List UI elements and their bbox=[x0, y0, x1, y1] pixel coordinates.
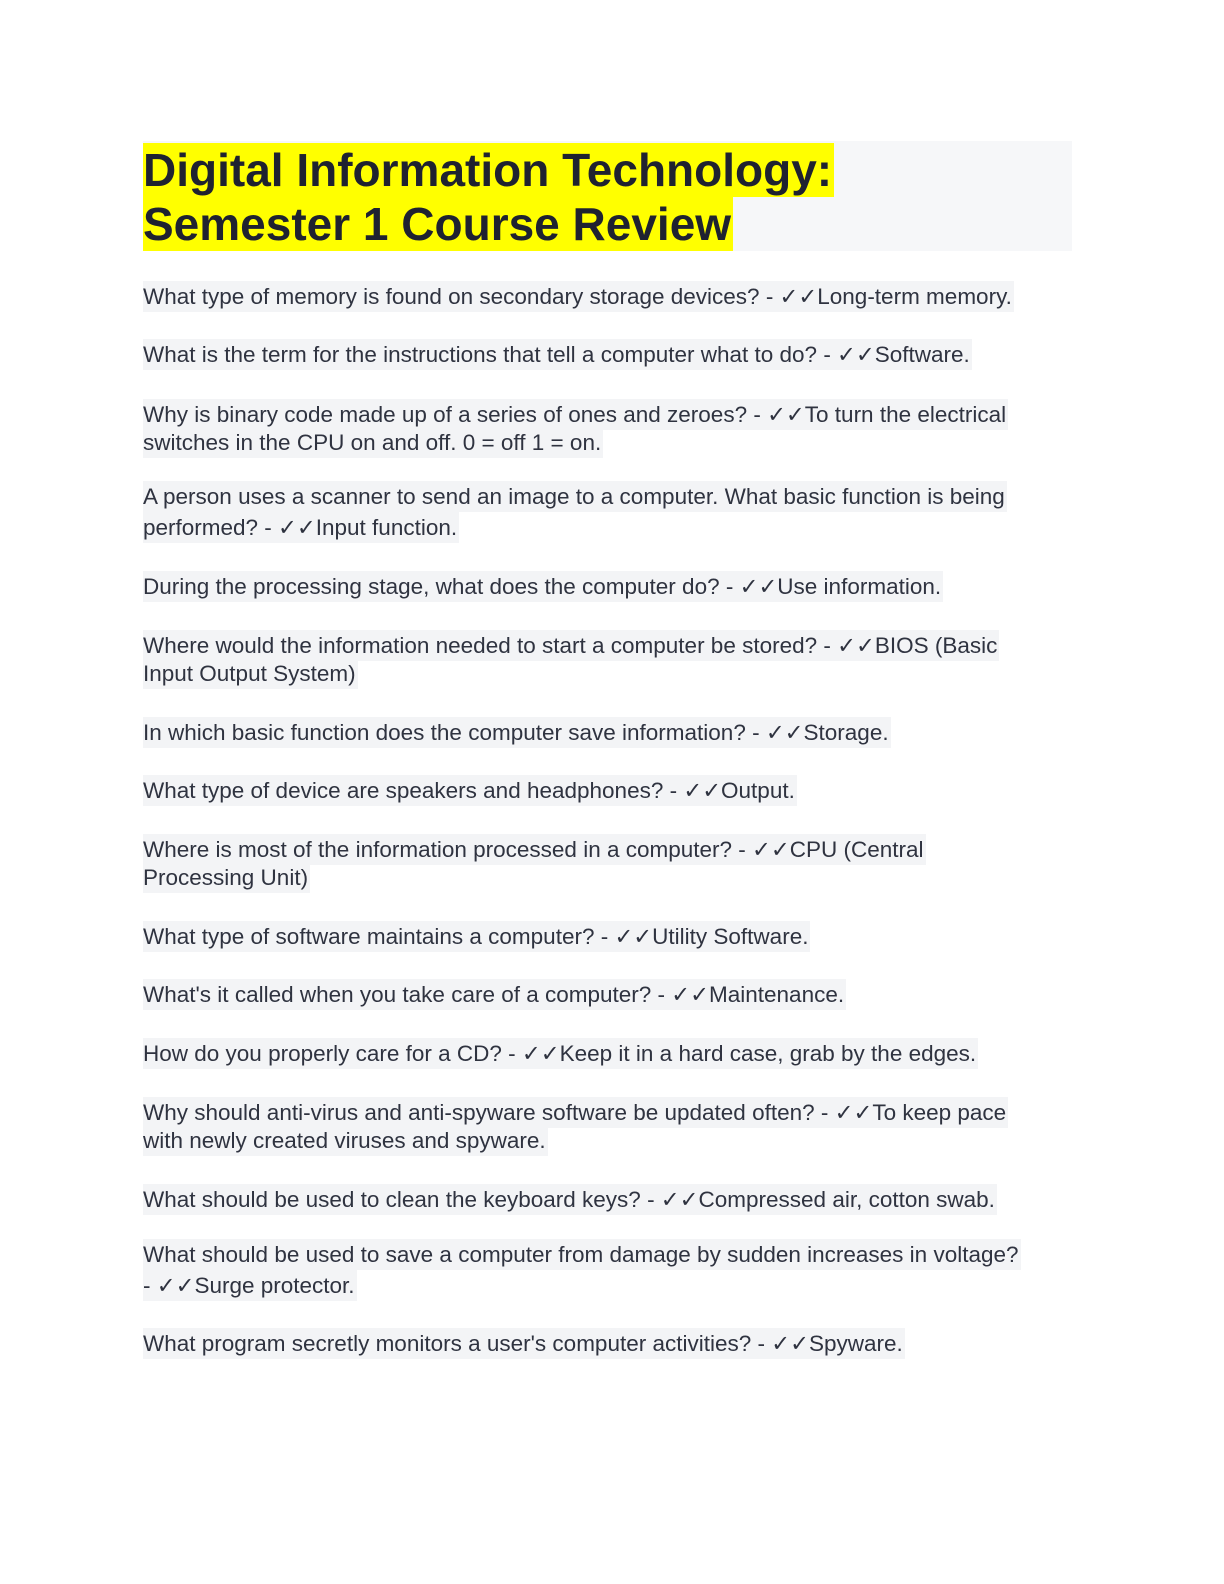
qa-text: What's it called when you take care of a computer? - ✓✓Maintenance. bbox=[143, 979, 846, 1010]
qa-text: What type of software maintains a computer? - ✓✓Utility Software. bbox=[143, 921, 810, 952]
qa-item-6 bbox=[143, 632, 1072, 688]
qa-item-9 bbox=[143, 836, 1072, 892]
qa-text: Input Output System) bbox=[143, 658, 358, 689]
qa-item-7 bbox=[143, 719, 1072, 747]
qa-item-2 bbox=[143, 341, 1072, 369]
qa-item-10 bbox=[143, 923, 1072, 951]
qa-text: In which basic function does the computer save information? - ✓✓Storage. bbox=[143, 717, 891, 748]
qa-text: switches in the CPU on and off. 0 = off 1 = on. bbox=[143, 427, 603, 458]
qa-text: What program secretly monitors a user's computer activities? - ✓✓Spyware. bbox=[143, 1328, 905, 1359]
qa-item-15 bbox=[143, 1241, 1072, 1302]
qa-item-1 bbox=[143, 283, 1072, 311]
qa-text: During the processing stage, what does the computer do? - ✓✓Use information. bbox=[143, 571, 943, 602]
qa-item-4 bbox=[143, 483, 1072, 544]
qa-item-14 bbox=[143, 1186, 1072, 1214]
qa-text: Where would the information needed to start a computer be stored? - ✓✓BIOS (Basic bbox=[143, 630, 999, 661]
qa-text: Why is binary code made up of a series of ones and zeroes? - ✓✓To turn the electrical bbox=[143, 399, 1008, 430]
qa-text: Processing Unit) bbox=[143, 862, 310, 893]
qa-text: Where is most of the information processed in a computer? - ✓✓CPU (Central bbox=[143, 834, 926, 865]
qa-text: Why should anti-virus and anti-spyware software be updated often? - ✓✓To keep pace bbox=[143, 1097, 1008, 1128]
qa-text: A person uses a scanner to send an image to a computer. What basic function is being bbox=[143, 481, 1007, 512]
qa-item-5 bbox=[143, 573, 1072, 601]
title-line-2: Semester 1 Course Review bbox=[143, 198, 732, 250]
qa-text: performed? - ✓✓Input function. bbox=[143, 512, 459, 543]
qa-text: What should be used to clean the keyboard keys? - ✓✓Compressed air, cotton swab. bbox=[143, 1184, 997, 1215]
qa-text: How do you properly care for a CD? - ✓✓Keep it in a hard case, grab by the edges. bbox=[143, 1038, 978, 1069]
qa-text: What is the term for the instructions that tell a computer what to do? - ✓✓Software. bbox=[143, 339, 972, 370]
qa-item-12 bbox=[143, 1040, 1072, 1068]
qa-text: What type of memory is found on secondary storage devices? - ✓✓Long-term memory. bbox=[143, 281, 1014, 312]
document-title bbox=[143, 141, 1072, 251]
qa-item-11 bbox=[143, 981, 1072, 1009]
title-line-1: Digital Information Technology: bbox=[143, 144, 833, 196]
qa-item-13 bbox=[143, 1099, 1072, 1155]
qa-item-8 bbox=[143, 777, 1072, 805]
qa-item-16 bbox=[143, 1330, 1072, 1358]
qa-text: What should be used to save a computer from damage by sudden increases in voltage? bbox=[143, 1239, 1021, 1270]
qa-text: - ✓✓Surge protector. bbox=[143, 1270, 357, 1301]
qa-text: with newly created viruses and spyware. bbox=[143, 1125, 548, 1156]
qa-text: What type of device are speakers and headphones? - ✓✓Output. bbox=[143, 775, 797, 806]
qa-item-3 bbox=[143, 401, 1072, 457]
